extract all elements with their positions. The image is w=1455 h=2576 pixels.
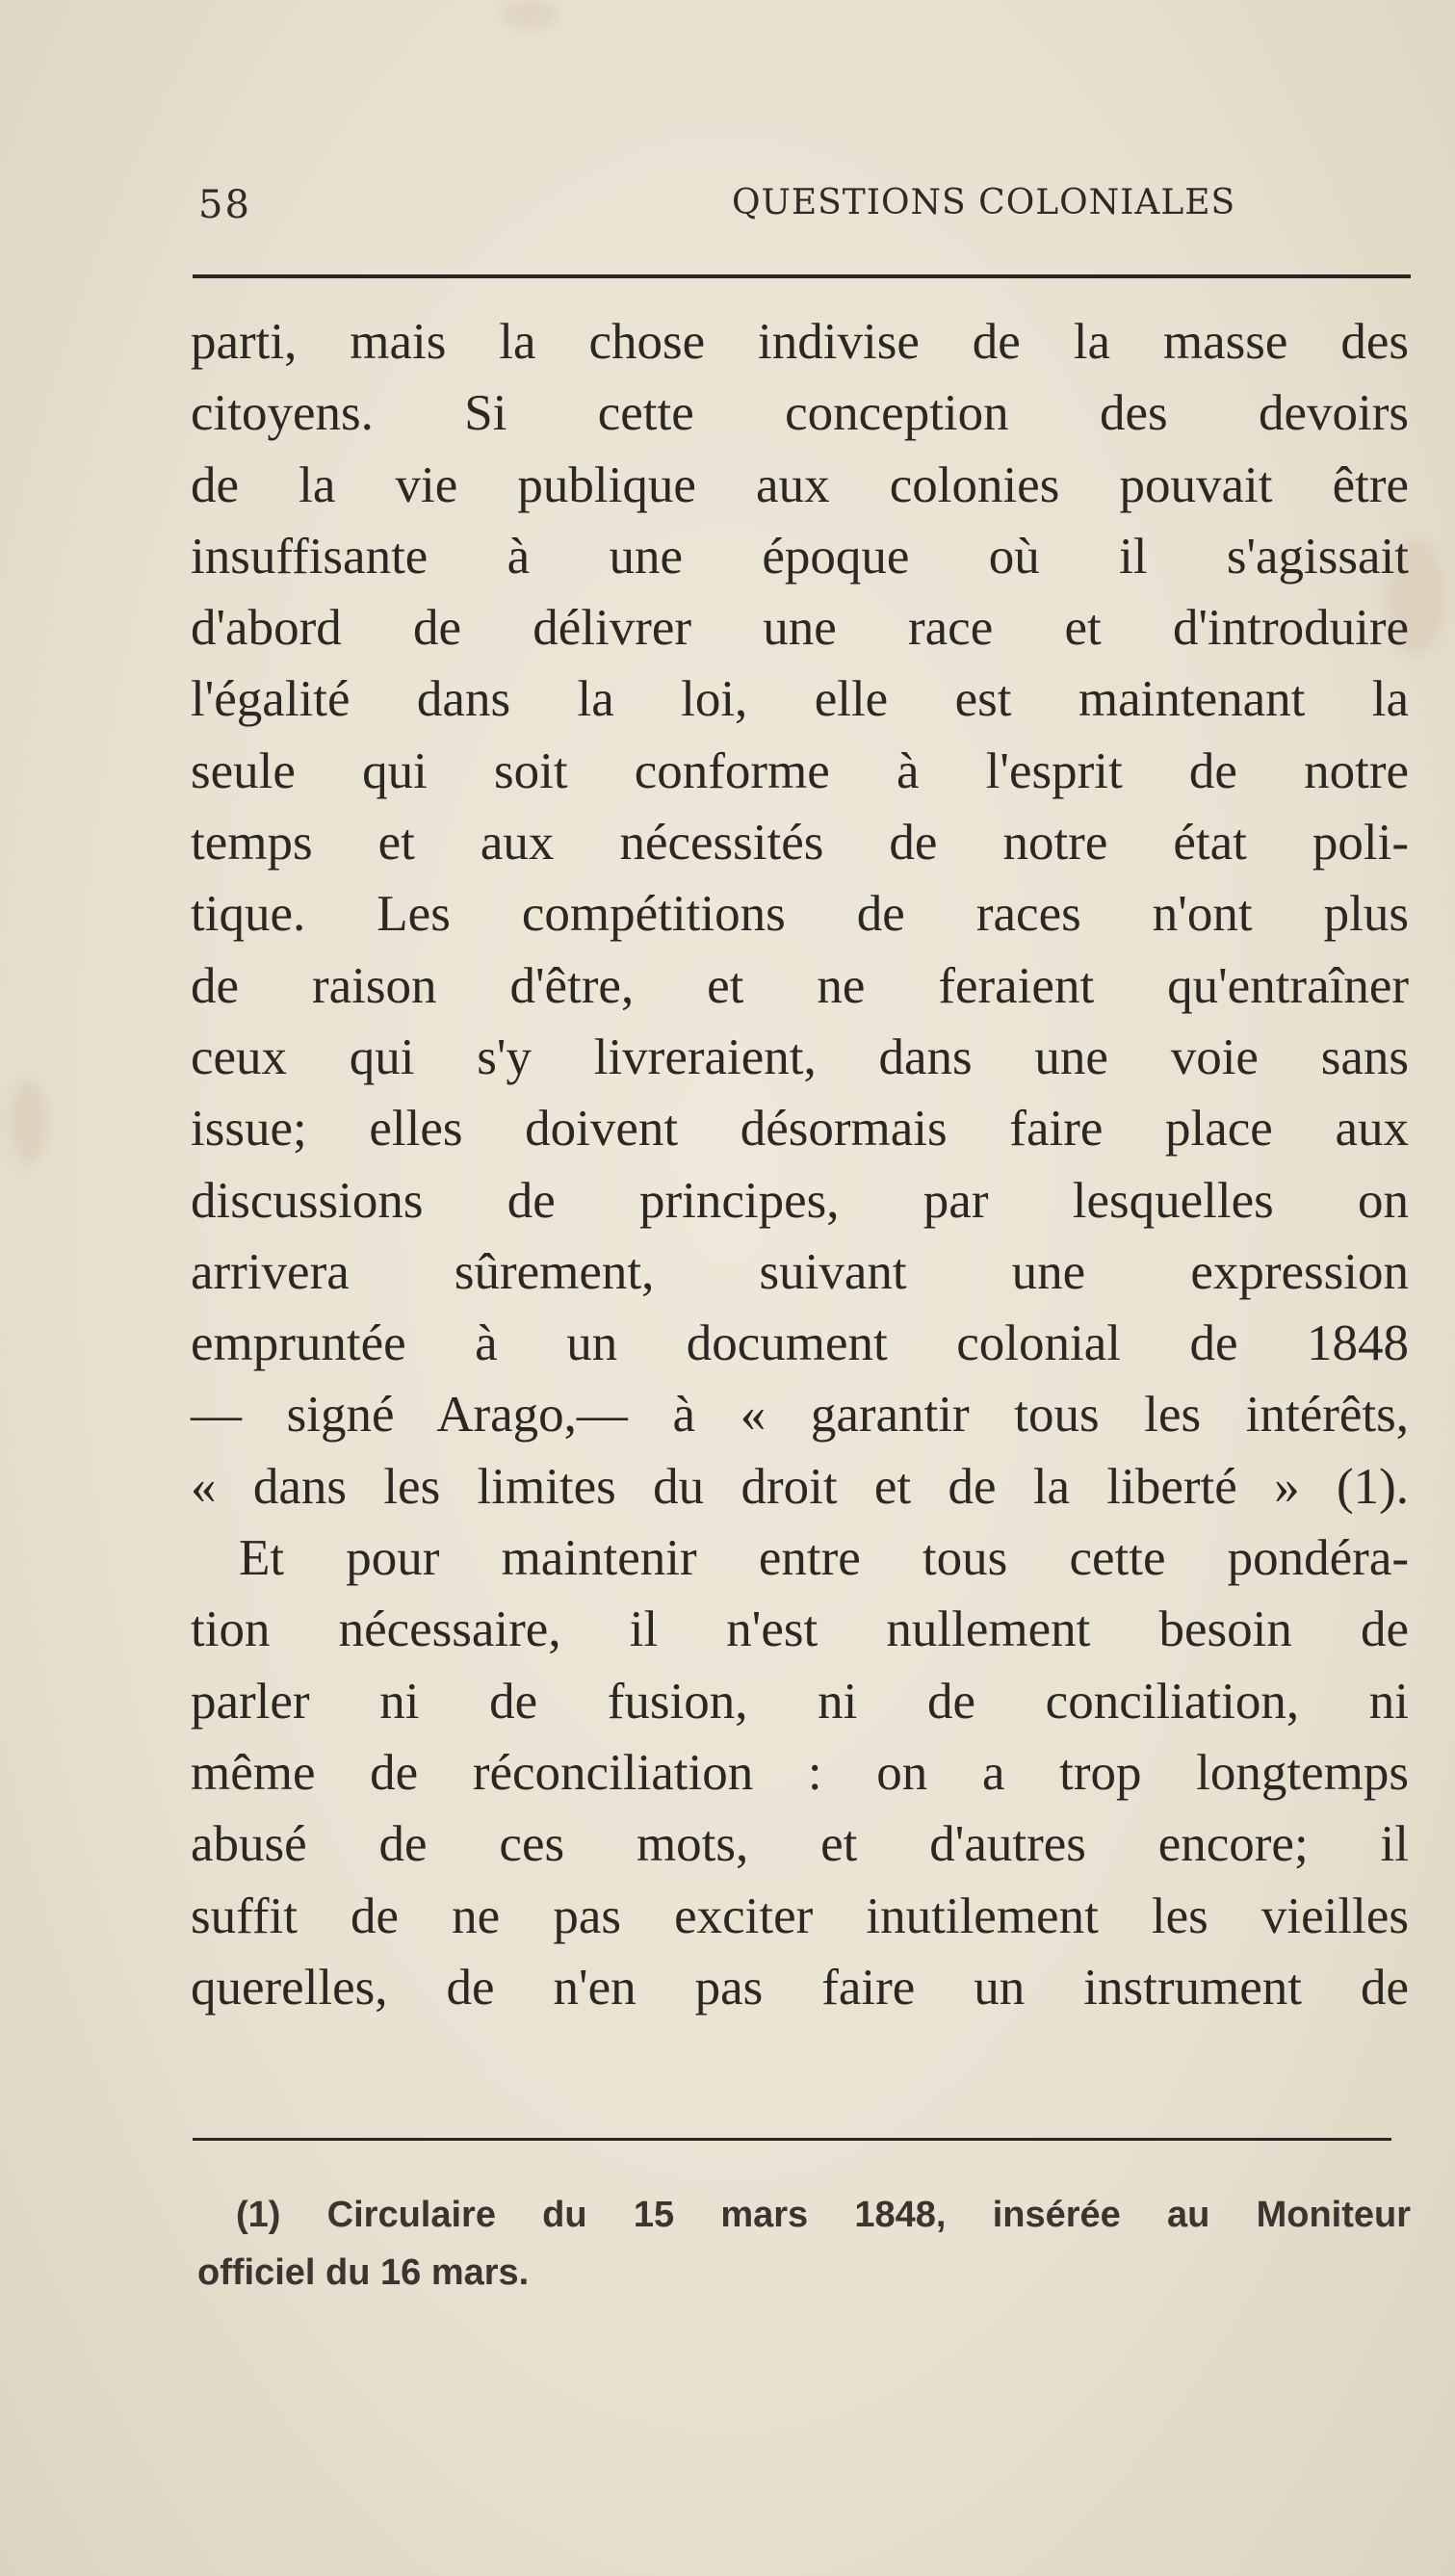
text-line: ceux qui s'y livreraient, dans une voie sans	[191, 1028, 1409, 1085]
paper-stain	[501, 0, 559, 29]
text-line: d'abord de délivrer une race et d'introduire	[191, 600, 1409, 657]
text-line: l'égalité dans la loi, elle est maintenant la	[191, 671, 1409, 728]
footnote-line: officiel du 16 mars.	[197, 2252, 530, 2293]
text-line: seule qui soit conforme à l'esprit de notre	[191, 742, 1409, 799]
text-line: parti, mais la chose indivise de la masse des	[191, 314, 1409, 370]
text-line: abusé de ces mots, et d'autres encore; il	[191, 1816, 1409, 1873]
text-line: temps et aux nécessités de notre état poli-	[191, 815, 1409, 872]
paper-stain	[10, 1079, 48, 1165]
text-line: Et pour maintenir entre tous cette pondéra-	[239, 1530, 1409, 1587]
text-line: insuffisante à une époque où il s'agissait	[191, 528, 1409, 585]
page-number: 58	[198, 183, 251, 227]
footnote	[197, 2186, 1411, 2302]
header-rule	[193, 274, 1411, 278]
text-line: « dans les limites du droit et de la liberté » (1).	[191, 1458, 1409, 1515]
body-text	[191, 306, 1409, 2023]
footnote-line: (1) Circulaire du 15 mars 1848, insérée au Moniteur	[236, 2195, 1411, 2235]
text-line: même de réconciliation : on a trop longtemps	[191, 1744, 1409, 1801]
text-line: de raison d'être, et ne feraient qu'entraîner	[191, 957, 1409, 1014]
text-line: parler ni de fusion, ni de conciliation, ni	[191, 1673, 1409, 1730]
text-line: discussions de principes, par lesquelles on	[191, 1172, 1409, 1229]
text-line: issue; elles doivent désormais faire place aux	[191, 1101, 1409, 1158]
text-line: de la vie publique aux colonies pouvait être	[191, 456, 1409, 513]
text-line: tique. Les compétitions de races n'ont plus	[191, 886, 1409, 943]
text-line: arrivera sûrement, suivant une expression	[191, 1243, 1409, 1300]
text-line: citoyens. Si cette conception des devoirs	[191, 385, 1409, 442]
running-title: QUESTIONS COLONIALES	[732, 183, 1236, 222]
text-line: tion nécessaire, il n'est nullement besoin de	[191, 1601, 1409, 1658]
footnote-rule	[193, 2138, 1391, 2141]
text-line: querelles, de n'en pas faire un instrument de	[191, 1959, 1409, 2016]
page-header	[193, 183, 1411, 241]
text-line: empruntée à un document colonial de 1848	[191, 1315, 1409, 1372]
text-line: — signé Arago,— à « garantir tous les intérêts,	[191, 1387, 1409, 1444]
text-line: suffit de ne pas exciter inutilement les vieilles	[191, 1887, 1409, 1944]
